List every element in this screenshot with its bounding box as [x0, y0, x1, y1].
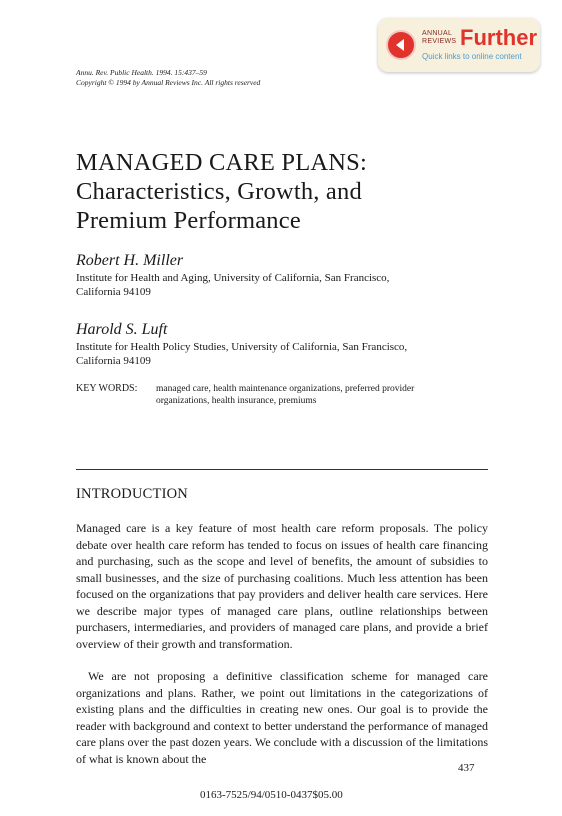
author-name: Robert H. Miller: [76, 252, 184, 269]
author-name: Harold S. Luft: [76, 321, 168, 338]
citation-line: Annu. Rev. Public Health. 1994. 15:437–59: [76, 68, 207, 77]
section-heading: INTRODUCTION: [76, 486, 188, 502]
page-number: 437: [458, 762, 475, 774]
play-arrow-icon: [386, 30, 416, 60]
keywords-label: KEY WORDS:: [76, 383, 138, 394]
author-affiliation: Institute for Health Policy Studies, University of California, San Francisco, California 94109: [76, 341, 408, 367]
keywords-list: managed care, health maintenance organizations, preferred provider organizations, health insurance, premiums: [156, 384, 415, 406]
journal-citation: [76, 68, 260, 88]
section-divider: [76, 469, 488, 470]
badge-further-label: Further: [460, 25, 537, 50]
annual-reviews-further-badge[interactable]: [378, 18, 540, 72]
badge-annual-reviews-label: ANNUAL REVIEWS: [422, 30, 457, 45]
body-paragraph: We are not proposing a definitive classification scheme for managed care organizations and plans. Rather, we point out limitations in the categorizations of existing plans and the difficulties in creating new ones. Our goal is to provide the reader with background and context to better understand the performance of managed care plans over the past dozen years. We conclude with a discussion of the limitations of what is known about the: [76, 669, 488, 766]
copyright-line: Copyright © 1994 by Annual Reviews Inc. All rights reserved: [76, 78, 261, 87]
article-code: 0163-7525/94/0510-0437$05.00: [200, 789, 343, 801]
author-affiliation: Institute for Health and Aging, University of California, San Francisco, California 94109: [76, 272, 390, 298]
article-title: MANAGED CARE PLANS: Characteristics, Growth, and Premium Performance: [76, 149, 368, 234]
badge-subtitle: Quick links to online content: [422, 52, 522, 61]
body-paragraph: Managed care is a key feature of most health care reform proposals. The policy debate over health care reform has tended to focus on issues of health care financing and purchasing, such as the scope and level of benefits, the amount of subsidies to small businesses, and the size of purchasing coalitions. Much less attention has been focused on the organizations that pay providers and deliver health care services. Here we describe major types of managed care plans, outline relationships between purchasers, intermediaries, and providers of managed care plans, and provide a brief overview of their growth and transformation.: [76, 521, 488, 651]
